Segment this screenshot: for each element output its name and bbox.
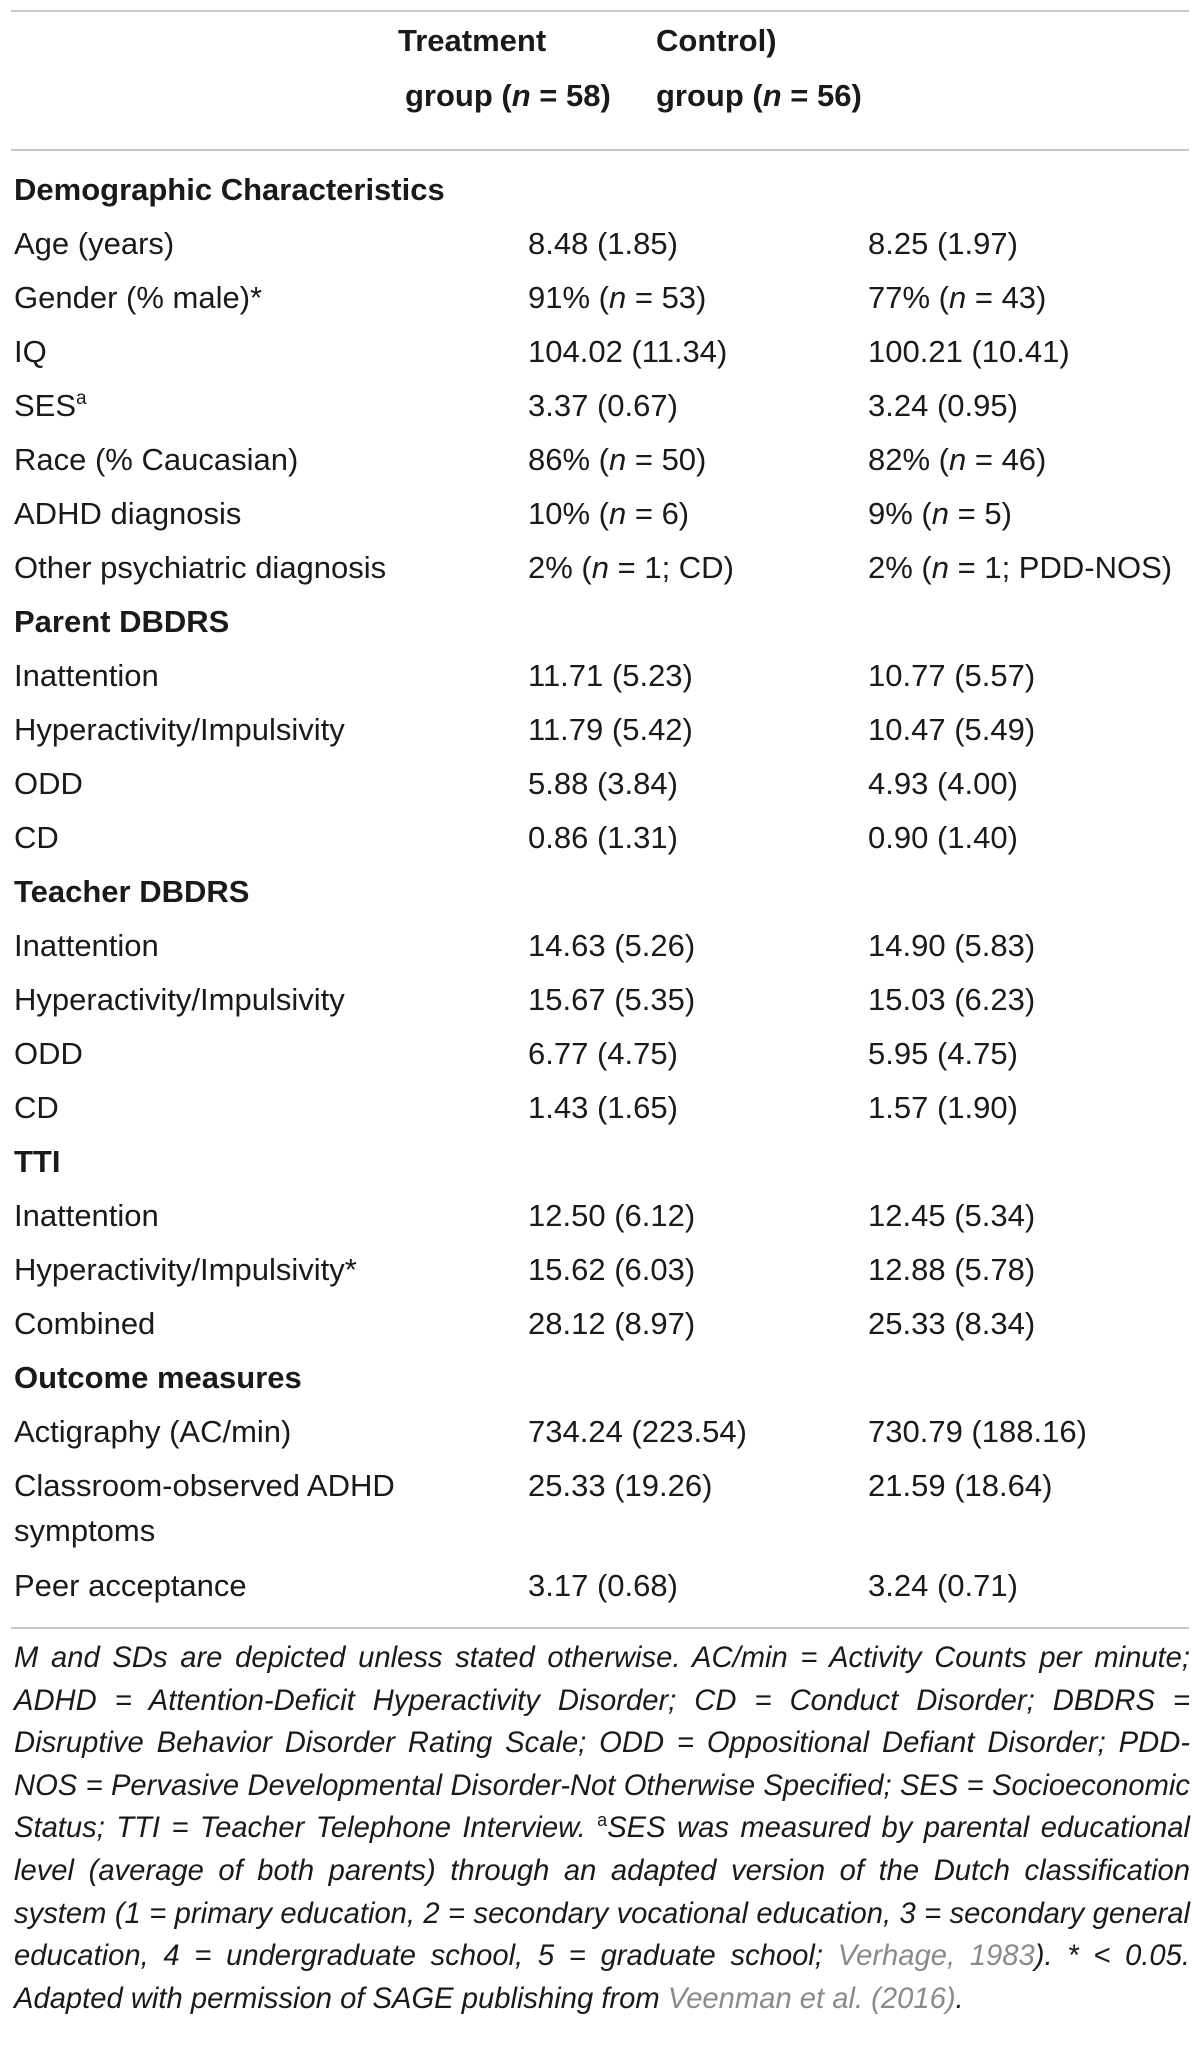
table-row — [14, 973, 1190, 1027]
section-header-row — [14, 1351, 1190, 1405]
treatment-value: 28.12 (8.97) — [528, 1306, 696, 1341]
control-value: 77% (n = 43) — [868, 280, 1047, 315]
control-value: 12.88 (5.78) — [868, 1252, 1036, 1287]
table-row — [14, 757, 1190, 811]
bottom-rule — [11, 1627, 1189, 1629]
row-label: Actigraphy (AC/min) — [14, 1414, 292, 1449]
control-value: 5.95 (4.75) — [868, 1036, 1018, 1071]
table-footnote: M and SDs are depicted unless stated otherwise. AC/min = Activity Counts per minute; ADHD = Attention-Deficit Hyperactivity Disorder; CD = Conduct Disorder; DBDRS = Disruptive Behavior Disorder Rating Scale; ODD = Oppositional Defiant Disorder; PDD-NOS = Pervasive Developmental Disorder-Not Otherwise Specified; SES = Socioeconomic Status; TTI = Teacher Telephone Interview. $^a$SES was measured by parental educational level (average of both parents) through an adapted version of the Dutch classification system (1 = primary education, 2 = secondary vocational education, 3 = secondary general education, 4 = undergraduate school, 5 = graduate school; Verhage, 1983). * < 0.05. Adapted with permission of SAGE publishing from Veenman et al. (2016). — [14, 1642, 1191, 2015]
table-row — [14, 649, 1190, 703]
row-label: SES$^a$ — [14, 388, 87, 423]
treatment-value: 15.67 (5.35) — [528, 982, 696, 1017]
row-label: CD — [14, 1090, 59, 1125]
table-row — [14, 1459, 1190, 1559]
treatment-value: 0.86 (1.31) — [528, 820, 678, 855]
table-row — [14, 1243, 1190, 1297]
section-header-row — [14, 1135, 1190, 1189]
control-value: 2% (n = 1; PDD-NOS) — [868, 550, 1173, 585]
control-value: 15.03 (6.23) — [868, 982, 1036, 1017]
treatment-value: 11.79 (5.42) — [528, 712, 693, 747]
treatment-value: 12.50 (6.12) — [528, 1198, 696, 1233]
section-label: Teacher DBDRS — [14, 874, 250, 909]
row-label: ADHD diagnosis — [14, 496, 242, 531]
table-row — [14, 703, 1190, 757]
reference-link[interactable]: Verhage, 1983 — [837, 1940, 1035, 1973]
table-row — [14, 433, 1190, 487]
control-value: 730.79 (188.16) — [868, 1414, 1087, 1449]
row-label: Hyperactivity/Impulsivity — [14, 712, 345, 747]
row-label: Race (% Caucasian) — [14, 442, 299, 477]
row-label: Gender (% male)* — [14, 280, 263, 315]
treatment-value: 8.48 (1.85) — [528, 226, 678, 261]
data-table — [14, 163, 1190, 1613]
row-label: Inattention — [14, 928, 159, 963]
treatment-value: 734.24 (223.54) — [528, 1414, 747, 1449]
control-value: 10.77 (5.57) — [868, 658, 1036, 693]
treatment-value: 6.77 (4.75) — [528, 1036, 678, 1071]
section-label: Demographic Characteristics — [14, 172, 445, 207]
control-value: 4.93 (4.00) — [868, 766, 1018, 801]
row-label: ODD — [14, 1036, 83, 1071]
treatment-value: 91% (n = 53) — [528, 280, 707, 315]
row-label: Inattention — [14, 1198, 159, 1233]
control-value: 25.33 (8.34) — [868, 1306, 1036, 1341]
footnote-abbreviations: M and SDs are depicted unless stated otherwise. AC/min = Activity Counts per minute; ADHD = Attention-Deficit Hyperactivity Disorder; CD = Conduct Disorder; DBDRS = Disruptive Behavior Disorder Rating Scale; ODD = Oppositional Defiant Disorder; PDD-NOS = Pervasive Developmental Disorder-Not Otherwise Specified; SES = Socioeconomic Status; TTI = Teacher Telephone Interview. — [14, 1642, 1190, 1845]
control-value: 12.45 (5.34) — [868, 1198, 1036, 1233]
control-group-n: group (n = 56) — [656, 78, 862, 113]
top-rule — [11, 10, 1189, 12]
treatment-value: 86% (n = 50) — [528, 442, 707, 477]
section-header-row — [14, 595, 1190, 649]
treatment-value: 14.63 (5.26) — [528, 928, 696, 963]
control-value: 1.57 (1.90) — [868, 1090, 1018, 1125]
header-rule — [11, 149, 1189, 151]
control-value: 3.24 (0.95) — [868, 388, 1018, 423]
table-row — [14, 217, 1190, 271]
row-label: Peer acceptance — [14, 1568, 247, 1603]
row-label: IQ — [14, 334, 47, 369]
table-row — [14, 487, 1190, 541]
row-label: Hyperactivity/Impulsivity — [14, 982, 345, 1017]
row-label: Age (years) — [14, 226, 175, 261]
row-label: CD — [14, 820, 59, 855]
table-row — [14, 541, 1190, 595]
table-row — [14, 1297, 1190, 1351]
control-value: 3.24 (0.71) — [868, 1568, 1018, 1603]
table-row — [14, 271, 1190, 325]
control-value: 82% (n = 46) — [868, 442, 1047, 477]
treatment-value: 11.71 (5.23) — [528, 658, 693, 693]
treatment-value: 3.17 (0.68) — [528, 1568, 678, 1603]
treatment-value: 1.43 (1.65) — [528, 1090, 678, 1125]
treatment-value: 3.37 (0.67) — [528, 388, 678, 423]
treatment-value: 15.62 (6.03) — [528, 1252, 696, 1287]
control-value: 21.59 (18.64) — [868, 1468, 1053, 1503]
treatment-value: 2% (n = 1; CD) — [528, 550, 734, 585]
section-header-row — [14, 163, 1190, 217]
treatment-value: 5.88 (3.84) — [528, 766, 678, 801]
table-row — [14, 811, 1190, 865]
control-value: 100.21 (10.41) — [868, 334, 1070, 369]
table-row — [14, 1027, 1190, 1081]
row-label: Hyperactivity/Impulsivity* — [14, 1252, 357, 1287]
footnote-marker: a — [597, 1810, 608, 1831]
section-header-row — [14, 865, 1190, 919]
treatment-group-n: group (n = 58) — [405, 78, 611, 113]
control-value: 9% (n = 5) — [868, 496, 1012, 531]
section-label: TTI — [14, 1144, 61, 1179]
control-column-header: Control) group (n = 56) — [656, 13, 862, 123]
control-value: 14.90 (5.83) — [868, 928, 1036, 963]
section-label: Outcome measures — [14, 1360, 302, 1395]
row-label: Other psychiatric diagnosis — [14, 550, 387, 585]
row-label: ODD — [14, 766, 83, 801]
control-value: 0.90 (1.40) — [868, 820, 1018, 855]
treatment-value: 10% (n = 6) — [528, 496, 690, 531]
table-row — [14, 1559, 1190, 1613]
control-value: 8.25 (1.97) — [868, 226, 1018, 261]
table-row — [14, 325, 1190, 379]
treatment-column-header: Treatment group (n = 58) — [398, 13, 611, 123]
section-label: Parent DBDRS — [14, 604, 230, 639]
row-label: Combined — [14, 1306, 156, 1341]
table-row — [14, 1189, 1190, 1243]
control-value: 10.47 (5.49) — [868, 712, 1036, 747]
table-row — [14, 919, 1190, 973]
table-row — [14, 1081, 1190, 1135]
treatment-value: 104.02 (11.34) — [528, 334, 728, 369]
table-row — [14, 379, 1190, 433]
table-row — [14, 1405, 1190, 1459]
reference-link[interactable]: Veenman et al. (2016) — [667, 1982, 956, 2015]
treatment-value: 25.33 (19.26) — [528, 1468, 713, 1503]
superscript-marker: a — [76, 388, 87, 409]
row-label: Inattention — [14, 658, 159, 693]
footnote-ses-text: SES was measured by parental educational level (average of both parents) through an adapted version of the Dutch classification system (1 = primary education, 2 = secondary vocational education, 3 = secondary general education, 4 = undergraduate school, 5 = graduate school; — [14, 1812, 1191, 1973]
row-label: Classroom-observed ADHD symptoms — [14, 1468, 395, 1548]
